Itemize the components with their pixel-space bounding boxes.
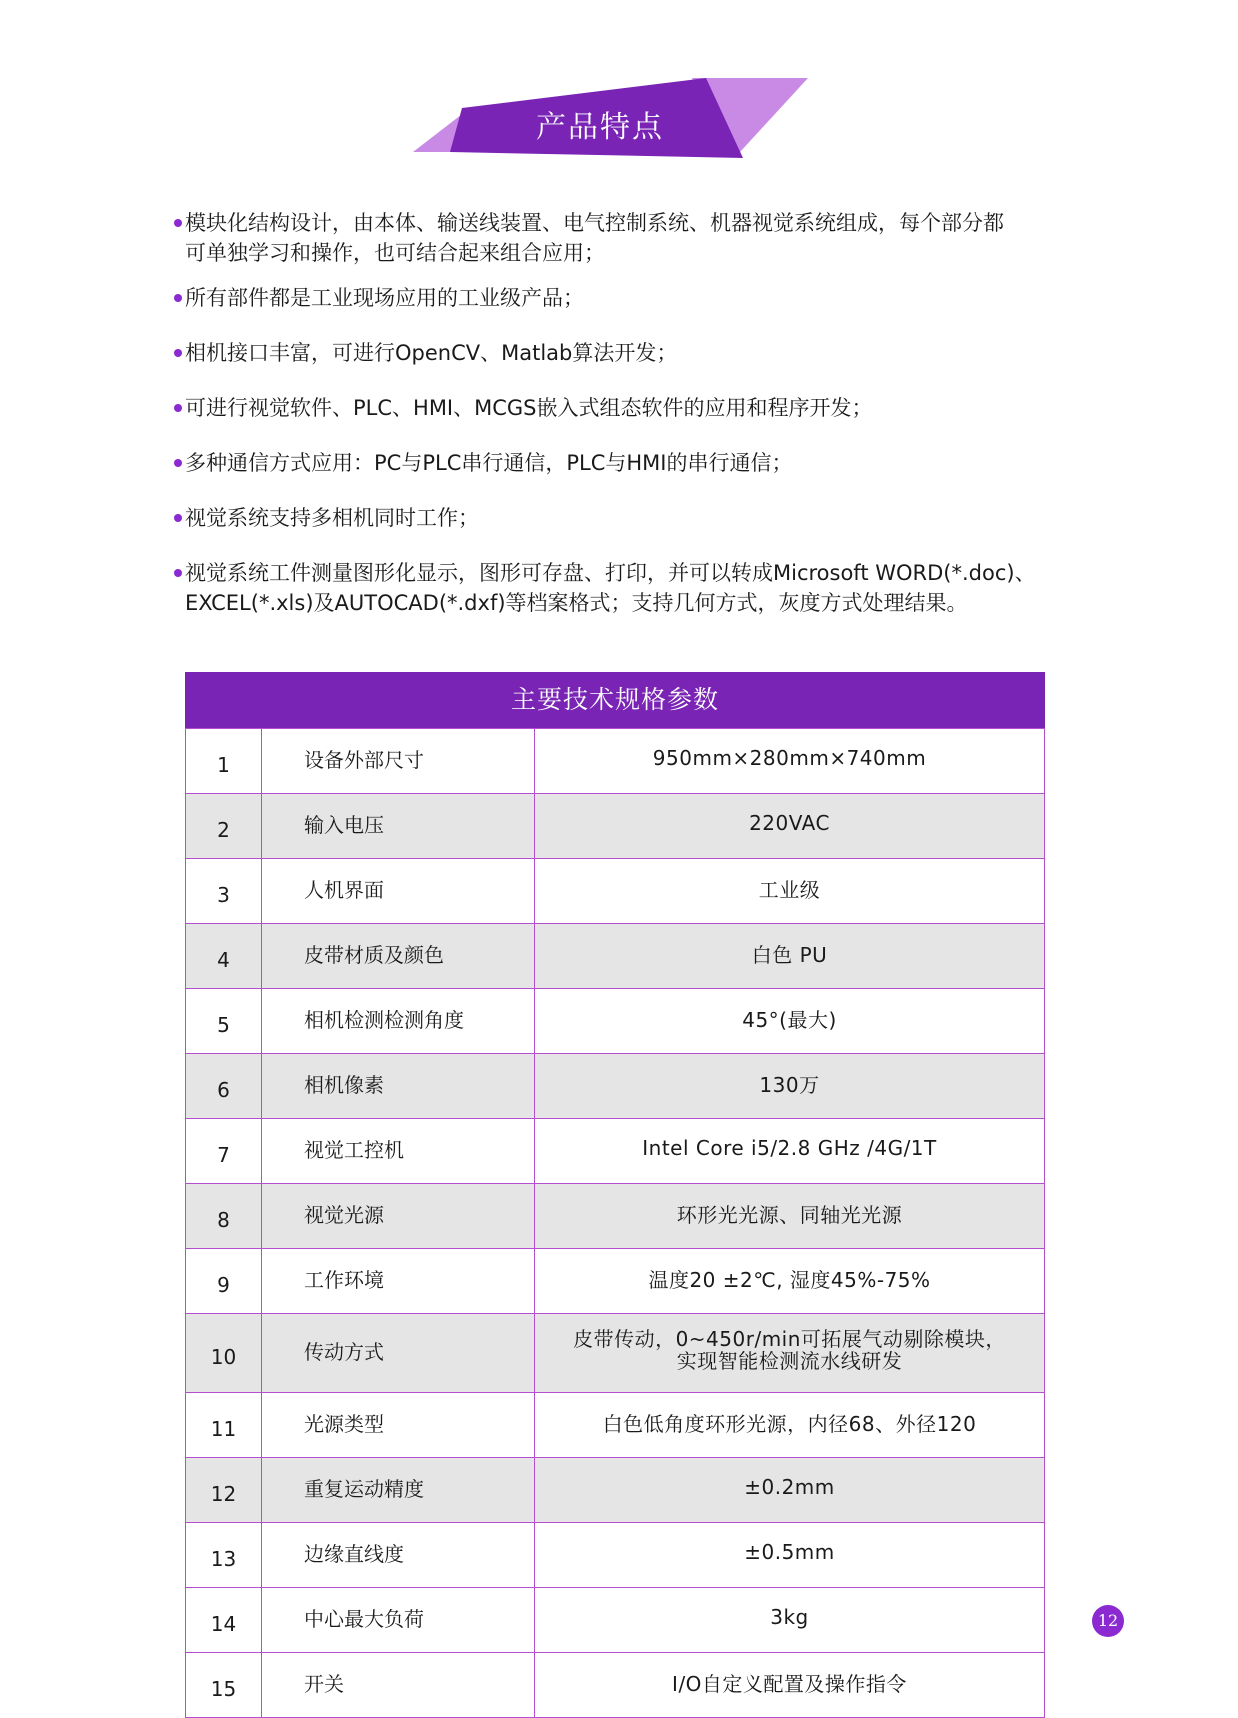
row-value: ±0.2mm	[535, 1458, 1045, 1523]
table-row	[186, 1249, 1045, 1314]
feature-text: 视觉系统工件测量图形化显示，图形可存盘、打印，并可以转成Microsoft WORD(*.doc)、	[185, 561, 1036, 585]
row-value: 工业级	[535, 859, 1045, 924]
bullet-icon	[174, 294, 182, 302]
row-number: 15	[186, 1653, 262, 1718]
feature-text: 模块化结构设计，由本体、输送线装置、电气控制系统、机器视觉系统组成，每个部分都	[185, 211, 1004, 235]
row-value: 950mm×280mm×740mm	[535, 729, 1045, 794]
row-name: 传动方式	[262, 1314, 535, 1393]
table-row	[186, 794, 1045, 859]
row-number: 2	[186, 794, 262, 859]
list-item	[172, 393, 1092, 423]
table-row	[186, 1523, 1045, 1588]
bullet-icon	[174, 569, 182, 577]
row-number: 9	[186, 1249, 262, 1314]
row-number: 7	[186, 1119, 262, 1184]
row-name: 设备外部尺寸	[262, 729, 535, 794]
table-row	[186, 1588, 1045, 1653]
row-name: 边缘直线度	[262, 1523, 535, 1588]
feature-text: 视觉系统支持多相机同时工作；	[185, 506, 479, 530]
row-value-line: 实现智能检测流水线研发	[676, 1349, 903, 1373]
row-number: 10	[186, 1314, 262, 1393]
row-name: 相机检测检测角度	[262, 989, 535, 1054]
row-number: 11	[186, 1393, 262, 1458]
table-row	[186, 1458, 1045, 1523]
feature-text: 多种通信方式应用：PC与PLC串行通信，PLC与HMI的串行通信；	[185, 451, 793, 475]
page-number: 12	[1092, 1605, 1124, 1637]
spec-table-title: 主要技术规格参数	[185, 672, 1045, 728]
table-row	[186, 1184, 1045, 1249]
row-number: 8	[186, 1184, 262, 1249]
row-number: 12	[186, 1458, 262, 1523]
row-value: 130万	[535, 1054, 1045, 1119]
bullet-icon	[174, 404, 182, 412]
bullet-icon	[174, 459, 182, 467]
feature-text: 所有部件都是工业现场应用的工业级产品；	[185, 286, 584, 310]
row-name: 输入电压	[262, 794, 535, 859]
row-value-line: 皮带传动，0~450r/min可拓展气动剔除模块，	[573, 1327, 1006, 1351]
list-item	[172, 448, 1092, 478]
row-number: 3	[186, 859, 262, 924]
row-value: 温度20 ±2℃, 湿度45%-75%	[535, 1249, 1045, 1314]
row-value: ±0.5mm	[535, 1523, 1045, 1588]
feature-text: 可进行视觉软件、PLC、HMI、MCGS嵌入式组态软件的应用和程序开发；	[185, 396, 873, 420]
list-item	[172, 503, 1092, 533]
table-row	[186, 859, 1045, 924]
spec-table	[185, 728, 1045, 1718]
banner-title: 产品特点	[536, 110, 664, 145]
row-value: I/O自定义配置及操作指令	[535, 1653, 1045, 1718]
row-number: 6	[186, 1054, 262, 1119]
spec-table-container	[185, 672, 1045, 1718]
section-banner	[0, 0, 1238, 170]
row-name: 皮带材质及颜色	[262, 924, 535, 989]
bullet-icon	[174, 219, 182, 227]
feature-text: 相机接口丰富，可进行OpenCV、Matlab算法开发；	[185, 341, 678, 365]
row-value: 220VAC	[535, 794, 1045, 859]
table-row	[186, 729, 1045, 794]
table-row	[186, 1393, 1045, 1458]
table-row	[186, 924, 1045, 989]
row-name: 相机像素	[262, 1054, 535, 1119]
row-name: 视觉光源	[262, 1184, 535, 1249]
list-item	[172, 338, 1092, 368]
row-name: 工作环境	[262, 1249, 535, 1314]
feature-text-continued: EXCEL(*.xls)及AUTOCAD(*.dxf)等档案格式；支持几何方式，灰度方式处理结果。	[185, 591, 968, 615]
row-value: 白色低角度环形光源，内径68、外径120	[535, 1393, 1045, 1458]
row-name: 开关	[262, 1653, 535, 1718]
list-item	[172, 208, 1092, 268]
row-name: 光源类型	[262, 1393, 535, 1458]
list-item	[172, 283, 1092, 313]
table-row	[186, 989, 1045, 1054]
row-number: 1	[186, 729, 262, 794]
bullet-icon	[174, 349, 182, 357]
row-name: 人机界面	[262, 859, 535, 924]
row-number: 14	[186, 1588, 262, 1653]
row-value: 环形光光源、同轴光光源	[535, 1184, 1045, 1249]
row-value: 白色 PU	[535, 924, 1045, 989]
bullet-icon	[174, 514, 182, 522]
feature-text-continued: 可单独学习和操作，也可结合起来组合应用；	[185, 241, 605, 265]
row-value	[535, 1314, 1045, 1393]
table-row	[186, 1054, 1045, 1119]
row-name: 视觉工控机	[262, 1119, 535, 1184]
row-number: 13	[186, 1523, 262, 1588]
list-item	[172, 558, 1092, 618]
table-row	[186, 1314, 1045, 1393]
row-number: 5	[186, 989, 262, 1054]
table-row	[186, 1119, 1045, 1184]
row-value: Intel Core i5/2.8 GHz /4G/1T	[535, 1119, 1045, 1184]
row-name: 中心最大负荷	[262, 1588, 535, 1653]
table-row	[186, 1653, 1045, 1718]
row-name: 重复运动精度	[262, 1458, 535, 1523]
row-value: 3kg	[535, 1588, 1045, 1653]
row-value: 45°(最大)	[535, 989, 1045, 1054]
row-number: 4	[186, 924, 262, 989]
